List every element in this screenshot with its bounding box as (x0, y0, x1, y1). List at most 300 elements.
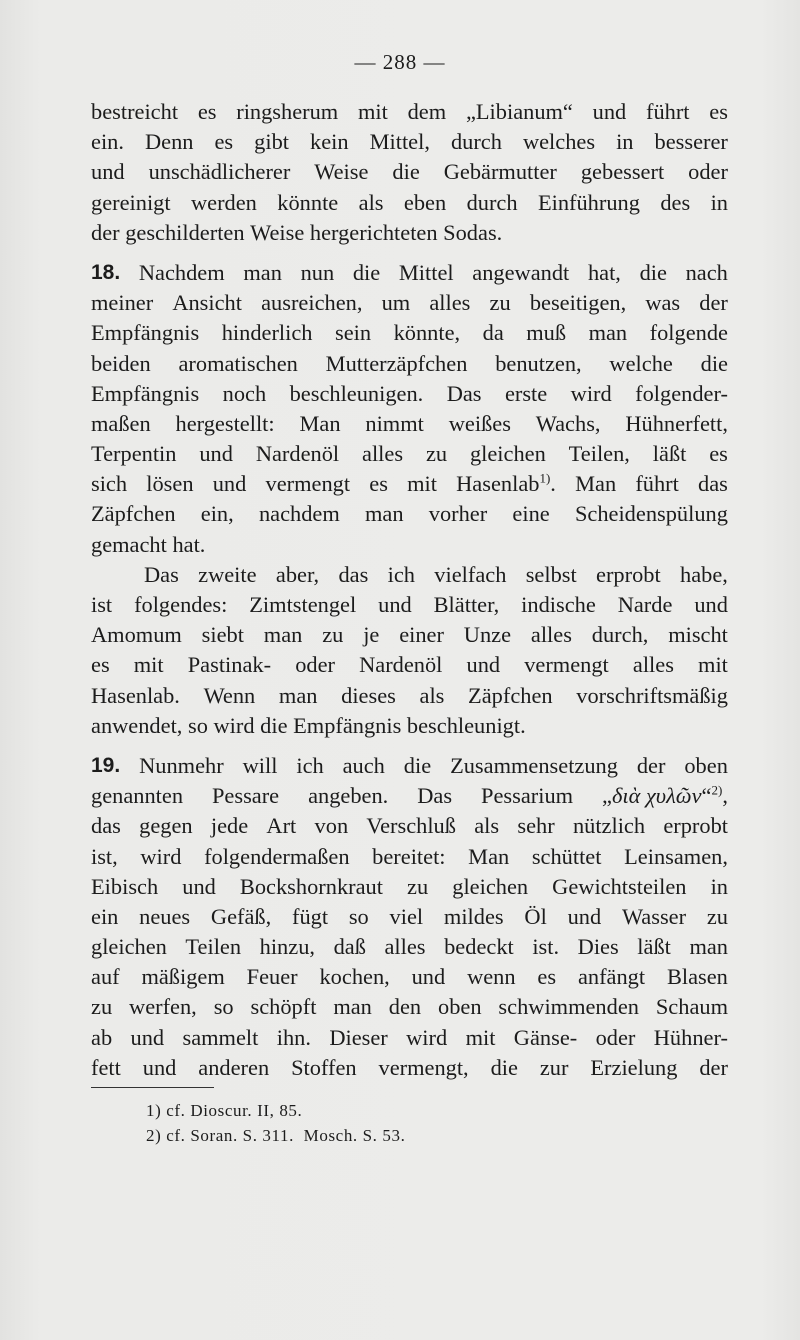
word: in (616, 129, 634, 155)
footnote-1: 1) cf. Dioscur. II, 85. (146, 1101, 303, 1120)
word: da (482, 320, 504, 346)
word: zur (539, 1054, 569, 1080)
word: läßt (637, 934, 671, 960)
word: und (182, 873, 216, 899)
word: Einführung (537, 189, 640, 215)
word: kochen, (319, 964, 390, 990)
word: bereitet: (372, 843, 446, 869)
word: wird (570, 380, 612, 406)
text-line (91, 620, 728, 650)
word: ab (91, 1024, 113, 1050)
word: Dieser (329, 1024, 388, 1050)
word: Feuer (246, 964, 298, 990)
word: sich (91, 471, 128, 497)
word: Man (575, 471, 617, 497)
word: Mutterzäpfchen (325, 350, 468, 376)
word: viel (389, 903, 424, 929)
word: man (243, 259, 282, 285)
text-line (91, 560, 728, 590)
word: Man (468, 843, 510, 869)
word: nach (685, 259, 728, 285)
word: Wachs, (535, 410, 601, 436)
word: erste (504, 380, 548, 406)
paragraph-gap (91, 741, 728, 751)
word: hat. (172, 531, 206, 557)
word: werfen, (129, 994, 197, 1020)
word: Teilen (185, 934, 242, 960)
word: die (260, 712, 294, 738)
word: einer (399, 622, 444, 648)
word: man (588, 320, 628, 346)
word: der (91, 219, 126, 245)
word: oben (438, 994, 482, 1020)
word: mit (357, 99, 388, 124)
text-line (91, 1053, 728, 1083)
word: bestreicht (91, 99, 179, 124)
word: führt (635, 471, 679, 497)
word: lösen (146, 471, 194, 497)
word: kein (310, 129, 349, 155)
word: es (709, 99, 728, 124)
word: vermengt (265, 471, 351, 497)
word: es (709, 441, 728, 467)
paragraph-number: 19. (91, 753, 121, 777)
word: um (381, 290, 411, 316)
word: könnte, (393, 320, 461, 346)
word: zu (425, 441, 448, 467)
word: man (364, 501, 404, 527)
text-line (91, 409, 728, 439)
word: die (490, 1054, 518, 1080)
word: Wasser (621, 903, 687, 929)
word: zu (706, 903, 728, 929)
word: schöpft (250, 994, 317, 1020)
word: ein, (200, 501, 234, 527)
word: Art (266, 813, 297, 839)
word: Das (144, 561, 179, 587)
word: vermengt, (378, 1054, 469, 1080)
word: ist. (532, 934, 560, 960)
word: ich (296, 752, 324, 778)
word: es (369, 471, 388, 497)
word: Schaum (655, 994, 728, 1020)
text-line (91, 318, 728, 348)
footnote-2: 2) cf. Soran. S. 311. Mosch. S. 53. (146, 1126, 406, 1145)
word: folgendes: (134, 592, 228, 617)
word: anfängt (577, 964, 646, 990)
body-text (91, 97, 728, 1083)
word: auch (342, 752, 385, 778)
text-line (91, 932, 728, 962)
word: zweite (198, 561, 257, 587)
word: benutzen, (495, 350, 582, 376)
word: habe, (680, 561, 728, 587)
word: schüttet (531, 843, 602, 869)
word: vermengt (524, 652, 609, 678)
word: oder (595, 1024, 636, 1050)
word: und (411, 964, 446, 990)
text-line (91, 127, 728, 157)
word: indische (521, 592, 596, 617)
text-line (91, 1023, 728, 1053)
word: angewandt (472, 259, 570, 285)
footnote-rule (91, 1087, 214, 1088)
word: nimmt (365, 410, 424, 436)
word: und (567, 903, 602, 929)
word: Blätter, (433, 592, 500, 617)
word: auf (91, 964, 120, 990)
word: Gänse- (513, 1024, 578, 1050)
word: folgender- (635, 380, 728, 406)
word: und (212, 471, 247, 497)
word: was (645, 290, 681, 316)
word: man (689, 934, 728, 960)
word: Mittel, (369, 129, 430, 155)
word: von (314, 813, 349, 839)
word: zu (489, 290, 511, 316)
word: als (474, 813, 500, 839)
word: Hühnerfett, (625, 410, 728, 436)
word: und (694, 592, 728, 617)
word: oder (688, 159, 728, 185)
word: Hasenlab. (91, 682, 180, 708)
word: hergerichteten (309, 219, 444, 245)
text-line (91, 439, 728, 469)
word: fügt (291, 903, 329, 929)
word: ringsherum (236, 99, 339, 124)
text-line (91, 962, 728, 992)
text-line (91, 530, 728, 560)
word: „Libianum“ (465, 99, 573, 124)
word: folgendermaßen (204, 843, 350, 869)
word: hinzu, (259, 934, 315, 960)
word: Das (446, 380, 482, 406)
word: geschilderten (125, 219, 251, 245)
text-line (91, 379, 728, 409)
word: so (213, 994, 234, 1020)
word: Mittel (398, 259, 454, 285)
word: Terpentin (91, 441, 177, 467)
text-line (91, 711, 728, 741)
text-line (91, 902, 728, 932)
word: Zäpfchen (91, 501, 176, 527)
word: sehr (517, 813, 555, 839)
word: ist, (91, 843, 118, 869)
word: mit (465, 1024, 496, 1050)
word: der (699, 290, 728, 316)
word: die (392, 159, 420, 185)
footnote-ref: 2) (711, 782, 723, 798)
word: erprobt (663, 813, 728, 839)
word: zu (91, 994, 113, 1020)
word: anderen (198, 1054, 270, 1080)
text-line (91, 811, 728, 841)
word: „διὰ χυλῶν“$^{2)}$, (602, 782, 728, 809)
word: noch (222, 380, 267, 406)
word: erprobt (596, 561, 661, 587)
word: wird (213, 712, 261, 738)
word: Empfängnis (293, 712, 407, 738)
word: durch (450, 129, 502, 155)
word: wird (140, 843, 182, 869)
word: maßen (91, 410, 151, 436)
word: es (214, 129, 234, 155)
word: je (363, 622, 380, 648)
word: eben (403, 189, 447, 215)
word: mit (407, 471, 437, 497)
word: könnte (277, 189, 339, 215)
word: und (91, 159, 125, 185)
word: Empfängnis (91, 320, 200, 346)
word: den (388, 994, 422, 1020)
page-number: — 288 — (354, 50, 446, 74)
footnote-ref: 1) (539, 470, 551, 486)
word: sein (335, 320, 372, 346)
word: Scheidenspülung (574, 501, 728, 527)
word: ich (387, 561, 415, 587)
word: alles (632, 652, 674, 678)
word: angeben. (308, 783, 389, 809)
word: das (338, 561, 369, 587)
word: beschleunigen. (289, 380, 424, 406)
word: durch (466, 189, 518, 215)
word: Bockshornkraut (239, 873, 383, 899)
word: und (199, 441, 233, 467)
word: so (188, 712, 214, 738)
text-line (91, 781, 728, 811)
word: Unze (463, 622, 512, 648)
word: mit (698, 652, 728, 678)
word: Amomum (91, 622, 182, 648)
word: vielfach (434, 561, 507, 587)
word: hergestellt: (175, 410, 275, 436)
word: gegen (139, 813, 193, 839)
word: hat, (587, 259, 621, 285)
word: Zusammensetzung (450, 752, 618, 778)
word: eine (512, 501, 550, 527)
word: gleichen (91, 934, 167, 960)
word: Stoffen (291, 1054, 357, 1080)
word: will (242, 752, 278, 778)
text-line (91, 258, 728, 288)
text-line (91, 188, 728, 218)
text-line (91, 499, 728, 529)
word: gemacht (91, 531, 173, 557)
word: aber, (275, 561, 320, 587)
word: besserer (654, 129, 728, 155)
word: fett (91, 1054, 121, 1080)
word: welches (522, 129, 596, 155)
word: werden (190, 189, 257, 215)
word: Hasenlab$^{1)}$. (456, 470, 556, 497)
word: Blasen (666, 964, 728, 990)
word: Teilen, (568, 441, 630, 467)
word: und (466, 652, 501, 678)
word: Leinsamen, (624, 843, 728, 869)
word: Nachdem (138, 259, 225, 285)
word: man (333, 994, 372, 1020)
word: beseitigen, (529, 290, 627, 316)
word: hinderlich (221, 320, 313, 346)
word: gleichen (469, 441, 546, 467)
word: Nardenöl (255, 441, 340, 467)
word: siebt (201, 622, 244, 648)
word: oben (684, 752, 728, 778)
text-line (91, 650, 728, 680)
word: zu (407, 873, 429, 899)
word: neues (139, 903, 191, 929)
word: Denn (144, 129, 194, 155)
word: oder (295, 652, 335, 678)
word: alles (362, 441, 404, 467)
word: und (378, 592, 412, 617)
word: Dies (577, 934, 619, 960)
word: mit (133, 652, 164, 678)
word: es (197, 99, 217, 124)
text-line (91, 681, 728, 711)
word: mildes (443, 903, 504, 929)
word: der (636, 752, 666, 778)
word: führt (646, 99, 690, 124)
word: zu (322, 622, 344, 648)
word: Nardenöl (359, 652, 443, 678)
word: alles (384, 934, 426, 960)
text-line (91, 97, 728, 127)
greek-term: διὰ χυλῶν (611, 783, 702, 809)
word: Empfängnis (91, 380, 200, 406)
word: Zäpfchen (468, 682, 553, 708)
word: beiden (91, 350, 151, 376)
word: und (130, 1024, 165, 1050)
word: gibt (254, 129, 289, 155)
word: beschleunigt. (406, 712, 526, 738)
word: als (358, 189, 384, 215)
paragraph-gap (91, 248, 728, 258)
word: dem (407, 99, 447, 124)
word: mäßigem (141, 964, 225, 990)
word: in (710, 189, 728, 215)
word: man (278, 682, 318, 708)
word: es (91, 652, 110, 678)
text-line (91, 349, 728, 379)
word: und (142, 1054, 177, 1080)
word: der (699, 1054, 728, 1080)
text-line (91, 469, 728, 499)
word: alles (530, 622, 572, 648)
word: Hühner- (653, 1024, 728, 1050)
word: schwimmenden (498, 994, 639, 1020)
word: folgende (649, 320, 728, 346)
paragraph-number: 18. (91, 260, 121, 284)
text-line (91, 842, 728, 872)
word: man (263, 622, 303, 648)
word: Öl (524, 903, 547, 929)
text-line (91, 590, 728, 620)
word: Verschluß (366, 813, 456, 839)
text-line (91, 751, 728, 781)
word: ihn. (276, 1024, 311, 1050)
word: nützlich (572, 813, 646, 839)
word: mischt (668, 622, 728, 648)
word: daß (333, 934, 366, 960)
word: gebessert (580, 159, 665, 185)
word: ein. (91, 129, 124, 155)
word: welche (609, 350, 673, 376)
word: nachdem (258, 501, 340, 527)
footnotes (146, 1098, 405, 1148)
word: Erzielung (590, 1054, 678, 1080)
word: anwendet, (91, 712, 188, 738)
word: wird (406, 1024, 448, 1050)
word: Man (299, 410, 341, 436)
word: Pessarium (481, 783, 574, 809)
word: Nunmehr (139, 752, 224, 778)
word: meiner (91, 290, 154, 316)
word: die (639, 259, 667, 285)
word: gleichen (452, 873, 529, 899)
word: des (660, 189, 691, 215)
word: und (592, 99, 627, 124)
word: gereinigt (91, 189, 171, 215)
word: vorschriftsmäßig (576, 682, 728, 708)
word: bedeckt (444, 934, 514, 960)
word: Das (417, 783, 453, 809)
word: sammelt (182, 1024, 259, 1050)
word: genannten (91, 783, 184, 809)
word: Gewichtsteilen (552, 873, 687, 899)
word: Wenn (203, 682, 256, 708)
word: ist (91, 592, 113, 617)
word: vorher (428, 501, 488, 527)
word: jede (210, 813, 249, 839)
text-line (91, 992, 728, 1022)
word: selbst (525, 561, 577, 587)
word: muß (526, 320, 567, 346)
word: unschädlicherer (148, 159, 291, 185)
word: ausreichen, (261, 290, 363, 316)
word: ein (91, 903, 119, 929)
text-line (91, 288, 728, 318)
text-line (91, 872, 728, 902)
word: dieses (341, 682, 396, 708)
word: Gefäß, (210, 903, 272, 929)
word: Ansicht (172, 290, 242, 316)
text-line (91, 157, 728, 187)
word: das (91, 813, 121, 839)
word: die (403, 752, 432, 778)
word: so (348, 903, 369, 929)
word: Pessare (211, 783, 280, 809)
word: als (419, 682, 445, 708)
word: Pastinak- (187, 652, 272, 678)
word: läßt (652, 441, 687, 467)
word: Narde (617, 592, 673, 617)
word: alles (429, 290, 471, 316)
word: Weise (250, 219, 310, 245)
word: in (710, 873, 728, 899)
word: das (698, 471, 728, 497)
word: die (700, 350, 728, 376)
word: die (352, 259, 381, 285)
word: aromatischen (178, 350, 298, 376)
word: durch, (591, 622, 649, 648)
word: Sodas. (443, 219, 503, 245)
word: Zimtstengel (249, 592, 357, 617)
word: es (537, 964, 557, 990)
word: wenn (467, 964, 516, 990)
word: nun (300, 259, 335, 285)
word: Eibisch (91, 873, 159, 899)
